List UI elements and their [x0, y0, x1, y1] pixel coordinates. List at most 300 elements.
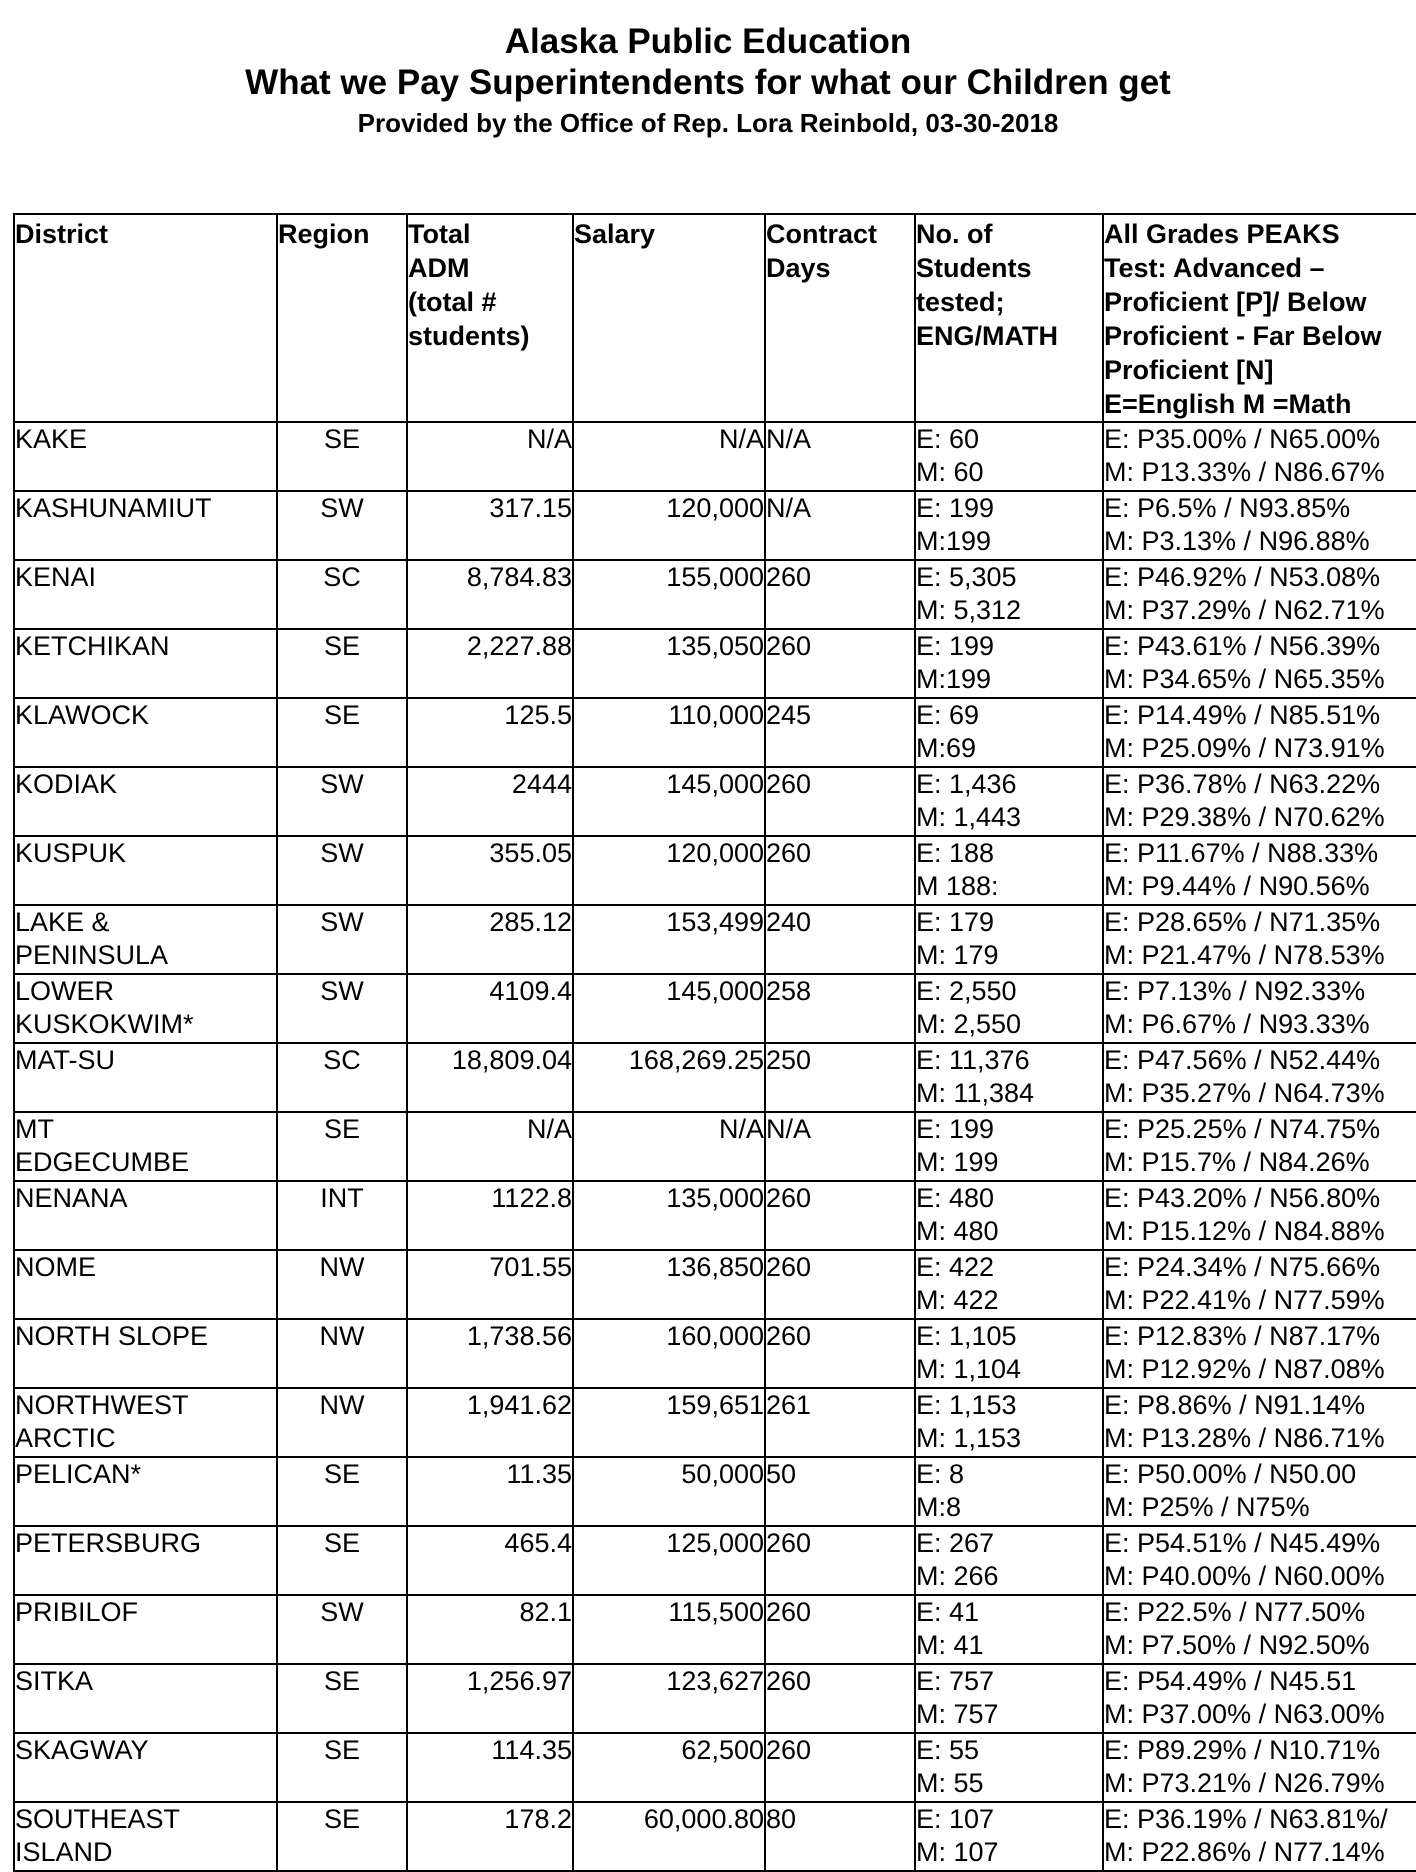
cell-line: ISLAND: [15, 1837, 113, 1867]
cell-total-adm: 1,738.56: [407, 1319, 573, 1388]
cell-contract-days: 260: [765, 1595, 915, 1664]
column-header-region: [277, 214, 407, 422]
cell-line: MT: [15, 1114, 54, 1144]
cell-line: M: P21.47% / N78.53%: [1104, 940, 1385, 970]
cell-salary: 153,499: [573, 905, 765, 974]
cell-salary: 145,000: [573, 767, 765, 836]
cell-total-adm: 285.12: [407, 905, 573, 974]
cell-line: KLAWOCK: [15, 700, 150, 730]
column-header-line: Salary: [574, 219, 656, 249]
cell-peaks-results: [1103, 767, 1416, 836]
cell-salary: 120,000: [573, 491, 765, 560]
column-header-district: [14, 214, 277, 422]
column-header-line: ENG/MATH: [916, 321, 1058, 351]
cell-line: ARCTIC: [15, 1423, 116, 1453]
cell-line: E: P50.00% / N50.00: [1104, 1459, 1357, 1489]
cell-contract-days: 260: [765, 836, 915, 905]
cell-line: KASHUNAMIUT: [15, 493, 212, 523]
cell-region: INT: [277, 1181, 407, 1250]
cell-line: E: P24.34% / N75.66%: [1104, 1252, 1381, 1282]
cell-line: E: 199: [916, 1114, 995, 1144]
cell-students-tested: [915, 629, 1103, 698]
cell-total-adm: 178.2: [407, 1802, 573, 1871]
cell-line: SOUTHEAST: [15, 1804, 181, 1834]
cell-students-tested: [915, 1664, 1103, 1733]
cell-line: NORTH SLOPE: [15, 1321, 209, 1351]
cell-line: E: P36.78% / N63.22%: [1104, 769, 1381, 799]
column-header-line: No. of: [916, 219, 993, 249]
cell-students-tested: [915, 1802, 1103, 1871]
cell-line: E: 1,105: [916, 1321, 1017, 1351]
cell-total-adm: 317.15: [407, 491, 573, 560]
cell-line: M: P13.33% / N86.67%: [1104, 457, 1385, 487]
cell-line: E: P43.61% / N56.39%: [1104, 631, 1381, 661]
cell-peaks-results: [1103, 905, 1416, 974]
cell-contract-days: 260: [765, 629, 915, 698]
column-header-line: All Grades PEAKS: [1104, 219, 1340, 249]
cell-contract-days: 240: [765, 905, 915, 974]
cell-line: M: P40.00% / N60.00%: [1104, 1561, 1385, 1591]
cell-salary: 135,000: [573, 1181, 765, 1250]
cell-region: SC: [277, 560, 407, 629]
cell-line: E: 5,305: [916, 562, 1017, 592]
cell-line: SITKA: [15, 1666, 94, 1696]
cell-total-adm: 125.5: [407, 698, 573, 767]
cell-peaks-results: [1103, 1181, 1416, 1250]
cell-line: KAKE: [15, 424, 88, 454]
cell-line: PRIBILOF: [15, 1597, 139, 1627]
cell-line: E: 267: [916, 1528, 995, 1558]
cell-line: M: P37.29% / N62.71%: [1104, 595, 1385, 625]
cell-district: [14, 1112, 277, 1181]
cell-line: EDGECUMBE: [15, 1147, 190, 1177]
cell-district: [14, 1595, 277, 1664]
cell-line: M: P37.00% / N63.00%: [1104, 1699, 1385, 1729]
cell-peaks-results: [1103, 1250, 1416, 1319]
cell-peaks-results: [1103, 1043, 1416, 1112]
cell-total-adm: 1122.8: [407, 1181, 573, 1250]
cell-district: [14, 560, 277, 629]
table-row: [14, 1319, 1416, 1388]
cell-peaks-results: [1103, 836, 1416, 905]
table-body: [14, 422, 1416, 1871]
cell-district: [14, 1319, 277, 1388]
cell-line: M: 422: [916, 1285, 999, 1315]
cell-line: M: 107: [916, 1837, 999, 1867]
cell-salary: 145,000: [573, 974, 765, 1043]
cell-total-adm: 114.35: [407, 1733, 573, 1802]
column-header-total-adm: [407, 214, 573, 422]
cell-line: E: 199: [916, 493, 995, 523]
cell-total-adm: N/A: [407, 422, 573, 491]
table-row: [14, 1664, 1416, 1733]
cell-line: PENINSULA: [15, 940, 169, 970]
cell-line: M: 60: [916, 457, 984, 487]
cell-line: KUSKOKWIM*: [15, 1009, 194, 1039]
cell-students-tested: [915, 1112, 1103, 1181]
cell-students-tested: [915, 1319, 1103, 1388]
cell-students-tested: [915, 1526, 1103, 1595]
cell-students-tested: [915, 491, 1103, 560]
cell-line: E: 69: [916, 700, 980, 730]
cell-line: E: 2,550: [916, 976, 1017, 1006]
cell-salary: N/A: [573, 422, 765, 491]
cell-line: E: P47.56% / N52.44%: [1104, 1045, 1381, 1075]
cell-district: [14, 698, 277, 767]
cell-contract-days: 260: [765, 1319, 915, 1388]
column-header-line: (total #: [408, 287, 497, 317]
table-row: [14, 1457, 1416, 1526]
cell-line: E: 107: [916, 1804, 995, 1834]
column-header-line: Days: [766, 253, 831, 283]
cell-line: E: P14.49% / N85.51%: [1104, 700, 1381, 730]
table-row: [14, 905, 1416, 974]
column-header-line: District: [15, 219, 109, 249]
cell-line: E: P28.65% / N71.35%: [1104, 907, 1381, 937]
cell-district: [14, 974, 277, 1043]
table-row: [14, 1250, 1416, 1319]
cell-line: M:199: [916, 526, 992, 556]
cell-line: M: 2,550: [916, 1009, 1022, 1039]
cell-total-adm: 1,941.62: [407, 1388, 573, 1457]
superintendent-salary-table: [13, 213, 1416, 1872]
column-header-line: Proficient [N]: [1104, 355, 1274, 385]
cell-total-adm: 11.35: [407, 1457, 573, 1526]
cell-district: [14, 905, 277, 974]
cell-line: M: P13.28% / N86.71%: [1104, 1423, 1385, 1453]
cell-region: SE: [277, 1664, 407, 1733]
cell-contract-days: 260: [765, 1250, 915, 1319]
cell-line: KETCHIKAN: [15, 631, 170, 661]
cell-contract-days: 80: [765, 1802, 915, 1871]
cell-line: E: 422: [916, 1252, 995, 1282]
cell-district: [14, 1526, 277, 1595]
cell-district: [14, 836, 277, 905]
cell-salary: 60,000.80: [573, 1802, 765, 1871]
cell-line: M: 41: [916, 1630, 984, 1660]
cell-line: M: P22.41% / N77.59%: [1104, 1285, 1385, 1315]
cell-line: PELICAN*: [15, 1459, 142, 1489]
table-row: [14, 1112, 1416, 1181]
cell-students-tested: [915, 1595, 1103, 1664]
cell-salary: 123,627: [573, 1664, 765, 1733]
column-header-line: Region: [278, 219, 370, 249]
cell-line: KODIAK: [15, 769, 118, 799]
cell-line: M: 179: [916, 940, 999, 970]
cell-students-tested: [915, 905, 1103, 974]
cell-line: NOME: [15, 1252, 96, 1282]
cell-line: E: 1,436: [916, 769, 1017, 799]
cell-students-tested: [915, 1388, 1103, 1457]
table-row: [14, 767, 1416, 836]
cell-district: [14, 491, 277, 560]
cell-line: M: 5,312: [916, 595, 1022, 625]
cell-region: SW: [277, 905, 407, 974]
cell-peaks-results: [1103, 491, 1416, 560]
cell-line: E: P25.25% / N74.75%: [1104, 1114, 1381, 1144]
cell-line: M: P6.67% / N93.33%: [1104, 1009, 1370, 1039]
cell-line: M:199: [916, 664, 992, 694]
cell-total-adm: 701.55: [407, 1250, 573, 1319]
cell-line: E: 55: [916, 1735, 980, 1765]
cell-salary: 135,050: [573, 629, 765, 698]
table-row: [14, 698, 1416, 767]
cell-line: M: P22.86% / N77.14%: [1104, 1837, 1385, 1867]
column-header-line: Proficient - Far Below: [1104, 321, 1382, 351]
column-header-line: E=English M =Math: [1104, 389, 1352, 419]
cell-region: SE: [277, 1802, 407, 1871]
column-header-peaks-results: [1103, 214, 1416, 422]
cell-contract-days: 260: [765, 767, 915, 836]
cell-line: M: P9.44% / N90.56%: [1104, 871, 1370, 901]
cell-contract-days: N/A: [765, 491, 915, 560]
cell-line: M: 1,104: [916, 1354, 1022, 1384]
cell-peaks-results: [1103, 1457, 1416, 1526]
cell-region: SW: [277, 767, 407, 836]
cell-line: M: 11,384: [916, 1078, 1035, 1108]
cell-peaks-results: [1103, 629, 1416, 698]
cell-line: MAT-SU: [15, 1045, 115, 1075]
cell-district: [14, 1388, 277, 1457]
cell-line: M: 199: [916, 1147, 999, 1177]
cell-students-tested: [915, 974, 1103, 1043]
cell-region: SE: [277, 629, 407, 698]
cell-region: SE: [277, 698, 407, 767]
cell-line: NORTHWEST: [15, 1390, 189, 1420]
cell-total-adm: 4109.4: [407, 974, 573, 1043]
cell-line: M:8: [916, 1492, 962, 1522]
cell-total-adm: 1,256.97: [407, 1664, 573, 1733]
table-row: [14, 422, 1416, 491]
cell-region: NW: [277, 1388, 407, 1457]
cell-line: M: P29.38% / N70.62%: [1104, 802, 1385, 832]
cell-line: E: 8: [916, 1459, 965, 1489]
cell-total-adm: 8,784.83: [407, 560, 573, 629]
cell-salary: 155,000: [573, 560, 765, 629]
cell-district: [14, 1733, 277, 1802]
cell-total-adm: 465.4: [407, 1526, 573, 1595]
cell-line: M: P12.92% / N87.08%: [1104, 1354, 1385, 1384]
cell-district: [14, 1664, 277, 1733]
cell-line: M 188:: [916, 871, 999, 901]
cell-contract-days: 260: [765, 1181, 915, 1250]
cell-region: SE: [277, 1112, 407, 1181]
cell-district: [14, 767, 277, 836]
cell-line: M: P15.12% / N84.88%: [1104, 1216, 1385, 1246]
cell-line: E: P22.5% / N77.50%: [1104, 1597, 1366, 1627]
cell-line: E: 757: [916, 1666, 995, 1696]
cell-salary: 125,000: [573, 1526, 765, 1595]
column-header-line: ADM: [408, 253, 470, 283]
cell-line: M: 1,153: [916, 1423, 1022, 1453]
cell-line: M: P7.50% / N92.50%: [1104, 1630, 1370, 1660]
cell-district: [14, 422, 277, 491]
cell-salary: N/A: [573, 1112, 765, 1181]
cell-peaks-results: [1103, 1664, 1416, 1733]
cell-region: NW: [277, 1319, 407, 1388]
cell-peaks-results: [1103, 1388, 1416, 1457]
cell-line: M: P73.21% / N26.79%: [1104, 1768, 1385, 1798]
column-header-salary: [573, 214, 765, 422]
cell-line: M: 1,443: [916, 802, 1022, 832]
cell-district: [14, 1457, 277, 1526]
cell-line: M: 266: [916, 1561, 999, 1591]
cell-contract-days: 260: [765, 1664, 915, 1733]
cell-region: SW: [277, 836, 407, 905]
cell-contract-days: 261: [765, 1388, 915, 1457]
cell-line: SKAGWAY: [15, 1735, 149, 1765]
table-row: [14, 1733, 1416, 1802]
cell-peaks-results: [1103, 1595, 1416, 1664]
cell-region: SE: [277, 1457, 407, 1526]
column-header-line: students): [408, 321, 530, 351]
cell-line: E: 199: [916, 631, 995, 661]
cell-line: M: 757: [916, 1699, 999, 1729]
cell-line: LAKE &: [15, 907, 110, 937]
cell-contract-days: 245: [765, 698, 915, 767]
cell-contract-days: 260: [765, 560, 915, 629]
table-row: [14, 1043, 1416, 1112]
cell-total-adm: N/A: [407, 1112, 573, 1181]
cell-district: [14, 1043, 277, 1112]
cell-contract-days: 50: [765, 1457, 915, 1526]
column-header-line: tested;: [916, 287, 1005, 317]
column-header-line: Total: [408, 219, 471, 249]
cell-line: E: P7.13% / N92.33%: [1104, 976, 1366, 1006]
cell-line: E: 179: [916, 907, 995, 937]
column-header-line: Test: Advanced –: [1104, 253, 1325, 283]
cell-region: SE: [277, 1526, 407, 1595]
cell-line: M: 480: [916, 1216, 999, 1246]
table-row: [14, 560, 1416, 629]
cell-line: E: P36.19% / N63.81%/: [1104, 1804, 1388, 1834]
cell-students-tested: [915, 1457, 1103, 1526]
document-title-line-2: What we Pay Superintendents for what our Children get: [245, 63, 1171, 102]
cell-total-adm: 355.05: [407, 836, 573, 905]
cell-region: SC: [277, 1043, 407, 1112]
cell-line: KUSPUK: [15, 838, 127, 868]
cell-students-tested: [915, 1733, 1103, 1802]
cell-salary: 50,000: [573, 1457, 765, 1526]
table-row: [14, 491, 1416, 560]
cell-total-adm: 2,227.88: [407, 629, 573, 698]
column-header-line: Contract: [766, 219, 878, 249]
cell-district: [14, 629, 277, 698]
cell-line: E: 60: [916, 424, 980, 454]
column-header-students-tested: [915, 214, 1103, 422]
cell-line: E: P35.00% / N65.00%: [1104, 424, 1381, 454]
cell-students-tested: [915, 836, 1103, 905]
table-row: [14, 1802, 1416, 1871]
cell-total-adm: 18,809.04: [407, 1043, 573, 1112]
table-row: [14, 1526, 1416, 1595]
cell-students-tested: [915, 767, 1103, 836]
cell-line: KENAI: [15, 562, 97, 592]
cell-salary: 110,000: [573, 698, 765, 767]
table-row: [14, 1388, 1416, 1457]
cell-peaks-results: [1103, 1733, 1416, 1802]
cell-line: M:69: [916, 733, 977, 763]
cell-district: [14, 1250, 277, 1319]
cell-region: SW: [277, 974, 407, 1043]
cell-line: E: P43.20% / N56.80%: [1104, 1183, 1381, 1213]
cell-line: M: P35.27% / N64.73%: [1104, 1078, 1385, 1108]
cell-line: PETERSBURG: [15, 1528, 202, 1558]
cell-contract-days: 258: [765, 974, 915, 1043]
cell-salary: 62,500: [573, 1733, 765, 1802]
cell-line: E: P12.83% / N87.17%: [1104, 1321, 1381, 1351]
cell-students-tested: [915, 560, 1103, 629]
cell-region: SW: [277, 1595, 407, 1664]
column-header-contract-days: [765, 214, 915, 422]
cell-line: M: P25% / N75%: [1104, 1492, 1310, 1522]
cell-salary: 160,000: [573, 1319, 765, 1388]
cell-salary: 115,500: [573, 1595, 765, 1664]
cell-peaks-results: [1103, 1112, 1416, 1181]
cell-line: M: P15.7% / N84.26%: [1104, 1147, 1370, 1177]
cell-salary: 168,269.25: [573, 1043, 765, 1112]
cell-contract-days: N/A: [765, 1112, 915, 1181]
cell-contract-days: 260: [765, 1733, 915, 1802]
cell-peaks-results: [1103, 1319, 1416, 1388]
cell-line: M: P3.13% / N96.88%: [1104, 526, 1370, 556]
cell-district: [14, 1181, 277, 1250]
cell-contract-days: 250: [765, 1043, 915, 1112]
cell-line: E: P54.51% / N45.49%: [1104, 1528, 1381, 1558]
cell-line: E: P54.49% / N45.51: [1104, 1666, 1357, 1696]
cell-peaks-results: [1103, 1526, 1416, 1595]
cell-line: E: 480: [916, 1183, 995, 1213]
cell-line: E: P11.67% / N88.33%: [1104, 838, 1379, 868]
table-row: [14, 1595, 1416, 1664]
cell-students-tested: [915, 422, 1103, 491]
cell-line: E: P6.5% / N93.85%: [1104, 493, 1351, 523]
cell-students-tested: [915, 1250, 1103, 1319]
cell-peaks-results: [1103, 560, 1416, 629]
column-header-line: Students: [916, 253, 1032, 283]
cell-line: M: P25.09% / N73.91%: [1104, 733, 1385, 763]
cell-total-adm: 82.1: [407, 1595, 573, 1664]
cell-line: E: 11,376: [916, 1045, 1030, 1075]
cell-region: NW: [277, 1250, 407, 1319]
cell-line: E: 188: [916, 838, 995, 868]
cell-peaks-results: [1103, 974, 1416, 1043]
cell-salary: 120,000: [573, 836, 765, 905]
cell-line: E: P8.86% / N91.14%: [1104, 1390, 1366, 1420]
cell-line: E: 1,153: [916, 1390, 1017, 1420]
cell-line: E: 41: [916, 1597, 980, 1627]
table-row: [14, 836, 1416, 905]
cell-students-tested: [915, 698, 1103, 767]
cell-region: SW: [277, 491, 407, 560]
cell-line: M: P34.65% / N65.35%: [1104, 664, 1385, 694]
cell-contract-days: N/A: [765, 422, 915, 491]
cell-line: NENANA: [15, 1183, 128, 1213]
cell-salary: 159,651: [573, 1388, 765, 1457]
cell-peaks-results: [1103, 422, 1416, 491]
cell-peaks-results: [1103, 698, 1416, 767]
cell-students-tested: [915, 1181, 1103, 1250]
cell-district: [14, 1802, 277, 1871]
cell-region: SE: [277, 1733, 407, 1802]
cell-line: M: 55: [916, 1768, 984, 1798]
cell-line: LOWER: [15, 976, 115, 1006]
table-header-row: [14, 214, 1416, 422]
table-row: [14, 1181, 1416, 1250]
cell-students-tested: [915, 1043, 1103, 1112]
cell-peaks-results: [1103, 1802, 1416, 1871]
cell-total-adm: 2444: [407, 767, 573, 836]
